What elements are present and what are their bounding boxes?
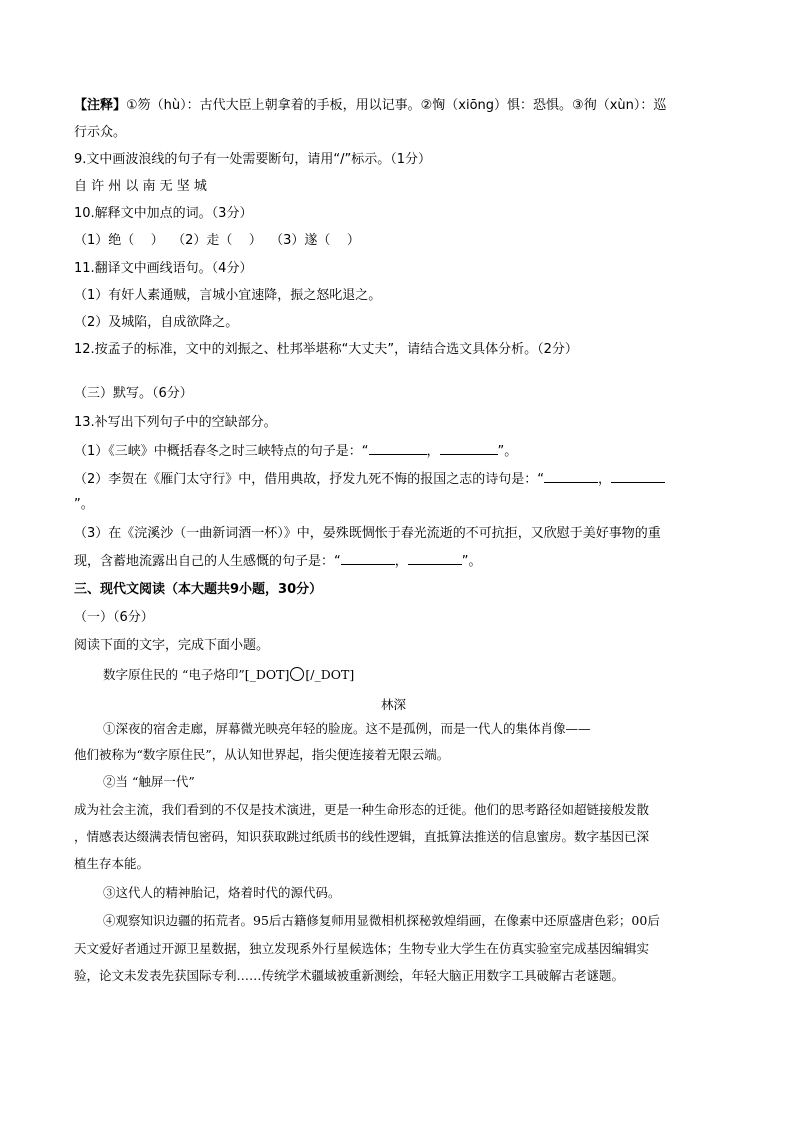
article-title-text: 数字原住民的 “电子烙印”	[103, 667, 245, 682]
title-dot-open-marker: [_DOT]	[244, 667, 290, 682]
annotation-line-1	[74, 97, 666, 115]
article-p3: ③这代人的精神胎记，烙着时代的源代码。	[103, 885, 341, 900]
q13-item-1	[74, 442, 517, 461]
q9-prompt: 9.文中画波浪线的句子有一处需要断句，请用“/”标示。（1分）	[74, 152, 432, 167]
q13-item-3-end: ”。	[461, 554, 482, 569]
annotation-tag: 【注释】	[74, 98, 127, 113]
q9-sentence: 自 许 州 以 南 无 坚 城	[74, 179, 207, 194]
q13-blank-1b[interactable]	[440, 442, 498, 455]
circle-icon	[290, 667, 304, 681]
article-p4-line-1: ④观察知识边疆的拓荒者。95后古籍修复师用显微相机探秘敦煌绢画，在像素中还原盛唐色彩；00后	[103, 913, 660, 928]
q11-prompt: 11.翻译文中画线语句。（4分）	[74, 261, 253, 276]
sub1-heading: （一）（6分）	[74, 610, 154, 625]
q13-item-1-text: （1）《三峡》中概括春冬之时三峡特点的句子是：“	[74, 444, 369, 459]
q13-item-1-end: ”。	[497, 444, 518, 459]
part3-heading: （三）默写。（6分）	[74, 386, 193, 401]
article-p2-line-2: 成为社会主流，我们看到的不仅是技术演进，更是一种生命形态的迁徙。他们的思考路径如超链接般发散	[74, 802, 650, 817]
article-p4-line-2: 天文爱好者通过开源卫星数据，独立发现系外行星候选体；生物专业大学生在仿真实验室完成基因编辑实	[74, 941, 650, 956]
q13-item-2-text: （2）李贺在《雁门太守行》中，借用典故，抒发九死不悔的报国之志的诗句是：“	[74, 472, 545, 487]
article-p2-line-4: 植生存本能。	[74, 856, 150, 871]
q13-item-2	[74, 470, 665, 489]
article-author: 林深	[381, 697, 407, 712]
q13-blank-2a[interactable]	[544, 470, 598, 483]
q13-blank-3a[interactable]	[341, 552, 395, 565]
article-p2-line-3: ，情感表达缀满表情包密码，知识获取跳过纸质书的线性逻辑，直抵算法推送的信息蜜房。数字基因已深	[74, 829, 650, 844]
q13-item-3-line-2	[74, 552, 482, 571]
article-p2-line-1: ②当 “触屏一代”	[103, 774, 195, 789]
q13-prompt: 13.补写出下列句子中的空缺部分。	[74, 415, 277, 430]
q13-item-1-sep: ，	[426, 444, 440, 459]
q13-blank-3b[interactable]	[408, 552, 462, 565]
q13-item-2-end: ”。	[74, 497, 94, 512]
title-dot-close-marker: [/_DOT]	[305, 667, 355, 682]
article-p1-line-2: 他们被称为“数字原住民”，从认知世界起，指尖便连接着无限云端。	[74, 747, 450, 762]
q11-item-2: （2）及城陷，自成欲降之。	[74, 315, 239, 330]
q11-item-1: （1）有奸人素通贼，言城小宜速降，振之怒叱退之。	[74, 288, 382, 303]
q13-item-3-line-1: （3）在《浣溪沙（一曲新词酒一杯）》中，晏殊既惆怅于春光流逝的不可抗拒，又欣慰于美好事物的重	[74, 526, 661, 541]
annotation-text-1: ①笏（hù）：古代大臣上朝拿着的手板，用以记事。②恟（xiōng）惧：恐惧。③徇（xùn）：巡	[126, 98, 667, 113]
instruction: 阅读下面的文字，完成下面小题。	[74, 638, 270, 653]
q13-blank-1a[interactable]	[369, 442, 427, 455]
q13-item-3-sep: ，	[394, 554, 408, 569]
q10-items: （1）绝（ ） （2）走（ ） （3）遂（ ）	[74, 233, 360, 248]
section3-heading: 三、现代文阅读（本大题共9小题，30分）	[74, 582, 323, 597]
annotation-line-2: 行示众。	[74, 125, 127, 140]
q12-prompt: 12.按孟子的标准，文中的刘振之、杜邦举堪称“大丈夫”，请结合选文具体分析。（2分）	[74, 342, 578, 357]
q10-prompt: 10.解释文中加点的词。（3分）	[74, 206, 253, 221]
q13-item-2-sep: ，	[598, 472, 612, 487]
article-p4-line-3: 验，论文未发表先获国际专利……传统学术疆域被重新测绘，年轻大脑正用数字工具破解古老谜题。	[74, 968, 625, 983]
q13-blank-2b[interactable]	[611, 470, 665, 483]
q13-item-3-text: 现，含蓄地流露出自己的人生感慨的句子是：“	[74, 554, 341, 569]
article-p1-line-1: ①深夜的宿舍走廊，屏幕微光映亮年轻的脸庞。这不是孤例，而是一代人的集体肖像——	[103, 721, 591, 736]
article-title	[103, 666, 354, 684]
